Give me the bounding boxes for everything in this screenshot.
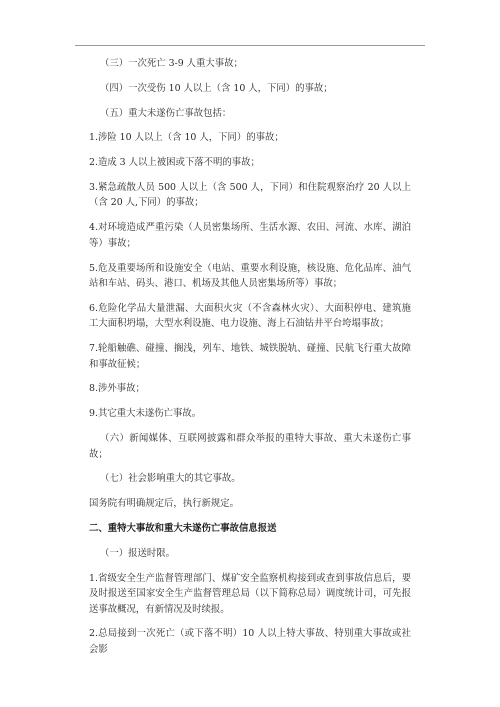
section-heading: 二、重特大事故和重大未遂伤亡事故信息报送 <box>89 522 277 534</box>
paragraph: 4.对环境造成严重污染（人员密集场所、生活水源、农田、河流、水库、湖泊等）事故； <box>89 222 411 249</box>
paragraph: 6.危险化学品大量泄漏、大面积火灾（不含森林火灾）、大面积停电、建筑施工大面积坍塌，大型水利设施、电力设施、海上石油钻井平台垮塌事故； <box>89 302 411 330</box>
paragraph: 2.造成 3 人以上被困或下落不明的事故； <box>89 157 260 169</box>
paragraph: （七）社会影响重大的其它事故。 <box>100 473 241 485</box>
paragraph: 1.省级安全生产监督管理部门、煤矿安全监察机构接到或查到事故信息后，要及时报送至国家安全生产监督管理总局（以下简称总局）调度统计司，可先报送事故概况，有新情况及时续报。 <box>89 572 411 615</box>
paragraph: 2.总局接到一次死亡（或下落不明）10 人以上特大事故、特别重大事故或社会影 <box>89 628 411 655</box>
paragraph: 8.涉外事故； <box>89 383 145 395</box>
paragraph: 9.其它重大未遂伤亡事故。 <box>89 408 202 420</box>
header-rule <box>75 45 425 46</box>
paragraph: 3.紧急疏散人员 500 人以上（含 500 人，下同）和住院观察治疗 20 人以上（含 20 人,下同）的事故； <box>89 181 411 209</box>
paragraph: （五）重大未遂伤亡事故包括： <box>100 107 232 119</box>
paragraph: 1.涉险 10 人以上（含 10 人，下同）的事故； <box>89 132 284 144</box>
paragraph: 7.轮船触礁、碰撞、搁浅，列车、地铁、城铁脱轨、碰撞、民航飞行重大故障和事故征候； <box>89 343 411 370</box>
paragraph: 国务院有明确规定后，执行新规定。 <box>89 498 240 510</box>
paragraph: （六）新闻媒体、互联网披露和群众举报的重特大事故、重大未遂伤亡事故； <box>89 433 411 460</box>
paragraph: （三）一次死亡 3-9 人重大事故； <box>100 58 243 69</box>
paragraph: （一）报送时限。 <box>100 547 176 559</box>
paragraph: （四）一次受伤 10 人以上（含 10 人，下同）的事故； <box>100 82 333 94</box>
paragraph: 5.危及重要场所和设施安全（电站、重要水利设施，核设施、危化品库、油气站和车站、码头、港口、机场及其他人员密集场所等）事故； <box>89 262 411 290</box>
document-body <box>89 56 411 667</box>
